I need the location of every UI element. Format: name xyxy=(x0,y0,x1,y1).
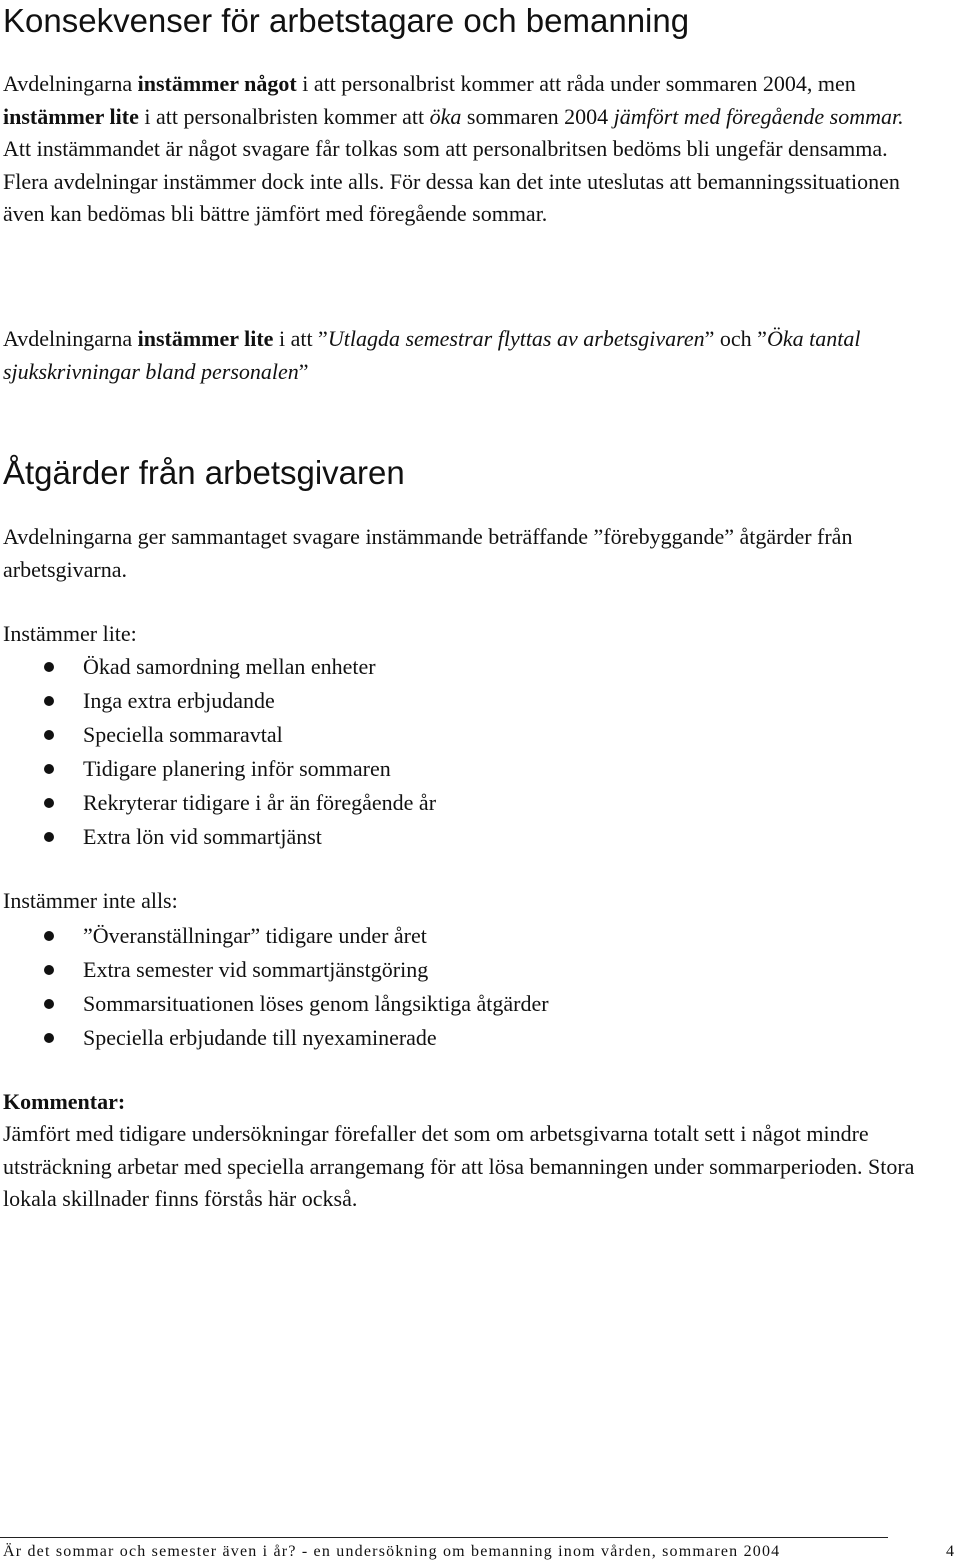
list-item xyxy=(0,786,436,820)
list-label-agree-little: Instämmer lite: xyxy=(3,621,137,646)
bullet-icon xyxy=(44,662,54,672)
list-item-text: Sommarsituationen löses genom långsiktiga åtgärder xyxy=(83,991,549,1016)
comment-label xyxy=(3,1086,125,1118)
text-run: Avdelningarna xyxy=(3,71,138,96)
emphasis-bold: instämmer något xyxy=(137,71,297,96)
list-item xyxy=(0,752,436,786)
emphasis-bold: instämmer lite xyxy=(137,326,274,351)
paragraph-vacation-sickleave xyxy=(3,323,933,388)
list-item-text: Tidigare planering inför sommaren xyxy=(83,756,391,781)
bullet-icon xyxy=(44,832,54,842)
comment-paragraph: Jämfört med tidigare undersökningar förefaller det som om arbetsgivarna totalt sett i något mindre utsträckning arbetar med speciella arrangemang för att lösa bemanningen under sommarperioden. Stora lokala skillnader finns förstås här också. xyxy=(3,1121,915,1211)
list-item-text: Speciella erbjudande till nyexaminerade xyxy=(83,1025,437,1050)
list-item-text: Speciella sommaravtal xyxy=(83,722,283,747)
list-item xyxy=(0,1021,549,1055)
list-item xyxy=(0,919,549,953)
list-item-text: Inga extra erbjudande xyxy=(83,688,275,713)
bullet-icon xyxy=(44,730,54,740)
bullet-icon xyxy=(44,764,54,774)
list-item xyxy=(0,987,549,1021)
list-label-disagree: Instämmer inte alls: xyxy=(3,888,178,913)
emphasis-italic: Öka tantal sjukskrivningar bland personalen xyxy=(3,326,861,384)
paragraph-staff-shortage xyxy=(3,68,933,231)
text-run: Att instämmandet är något svagare får tolkas som att personalbritsen bedöms bli ungefär densamma. Flera avdelningar instämmer dock inte alls. För dessa kan det inte uteslutas att bemanningssituationen även kan bedömas bli bättre jämfört med föregående sommar. xyxy=(3,136,900,226)
emphasis-bold: instämmer lite xyxy=(3,103,139,129)
bullet-icon xyxy=(44,696,54,706)
bullet-icon xyxy=(44,999,54,1009)
footer-text: Är det sommar och semester även i år? - en undersökning om bemanning inom vården, sommaren 2004 xyxy=(3,1543,781,1560)
list-item xyxy=(0,650,436,684)
bullet-icon xyxy=(44,1033,54,1043)
list-item-text: Extra lön vid sommartjänst xyxy=(83,824,322,849)
paragraph-measures-intro: Avdelningarna ger sammantaget svagare instämmande beträffande ”förebyggande” åtgärder från arbetsgivarna. xyxy=(3,524,853,582)
section-heading-employer-measures: Åtgärder från arbetsgivaren xyxy=(3,454,405,491)
text-run: Avdelningarna xyxy=(3,326,138,351)
list-item-text: Rekryterar tidigare i år än föregående år xyxy=(83,790,437,815)
bullet-icon xyxy=(44,931,54,941)
list-item xyxy=(0,820,436,854)
list-item-text: Extra semester vid sommartjänstgöring xyxy=(83,957,429,982)
list-item xyxy=(0,718,436,752)
footer-divider xyxy=(0,1537,888,1538)
text-run: i att ” xyxy=(273,326,328,351)
emphasis-italic: öka xyxy=(429,103,462,129)
bullet-list-agree-little xyxy=(0,650,436,854)
text-run: sommaren 2004 xyxy=(461,103,614,129)
list-item xyxy=(0,684,436,718)
text-run: i att personalbristen kommer att xyxy=(138,103,430,129)
text-run: i att personalbrist kommer att råda under sommaren 2004, men xyxy=(296,71,856,96)
emphasis-italic: Utlagda semestrar flyttas av arbetsgivaren xyxy=(327,326,705,351)
bullet-icon xyxy=(44,798,54,808)
comment-label-text: Kommentar: xyxy=(3,1089,126,1114)
emphasis-italic: jämfört med föregående sommar. xyxy=(613,103,904,129)
bullet-icon xyxy=(44,965,54,975)
page-number: 4 xyxy=(946,1543,954,1560)
section-heading-consequences: Konsekvenser för arbetstagare och bemanning xyxy=(3,2,690,39)
text-run: ” xyxy=(298,358,309,384)
bullet-list-disagree xyxy=(0,919,549,1055)
text-run: ” och ” xyxy=(704,326,767,351)
list-item-text: ”Överanställningar” tidigare under året xyxy=(83,923,427,948)
list-item xyxy=(0,953,549,987)
list-item-text: Ökad samordning mellan enheter xyxy=(83,654,376,679)
